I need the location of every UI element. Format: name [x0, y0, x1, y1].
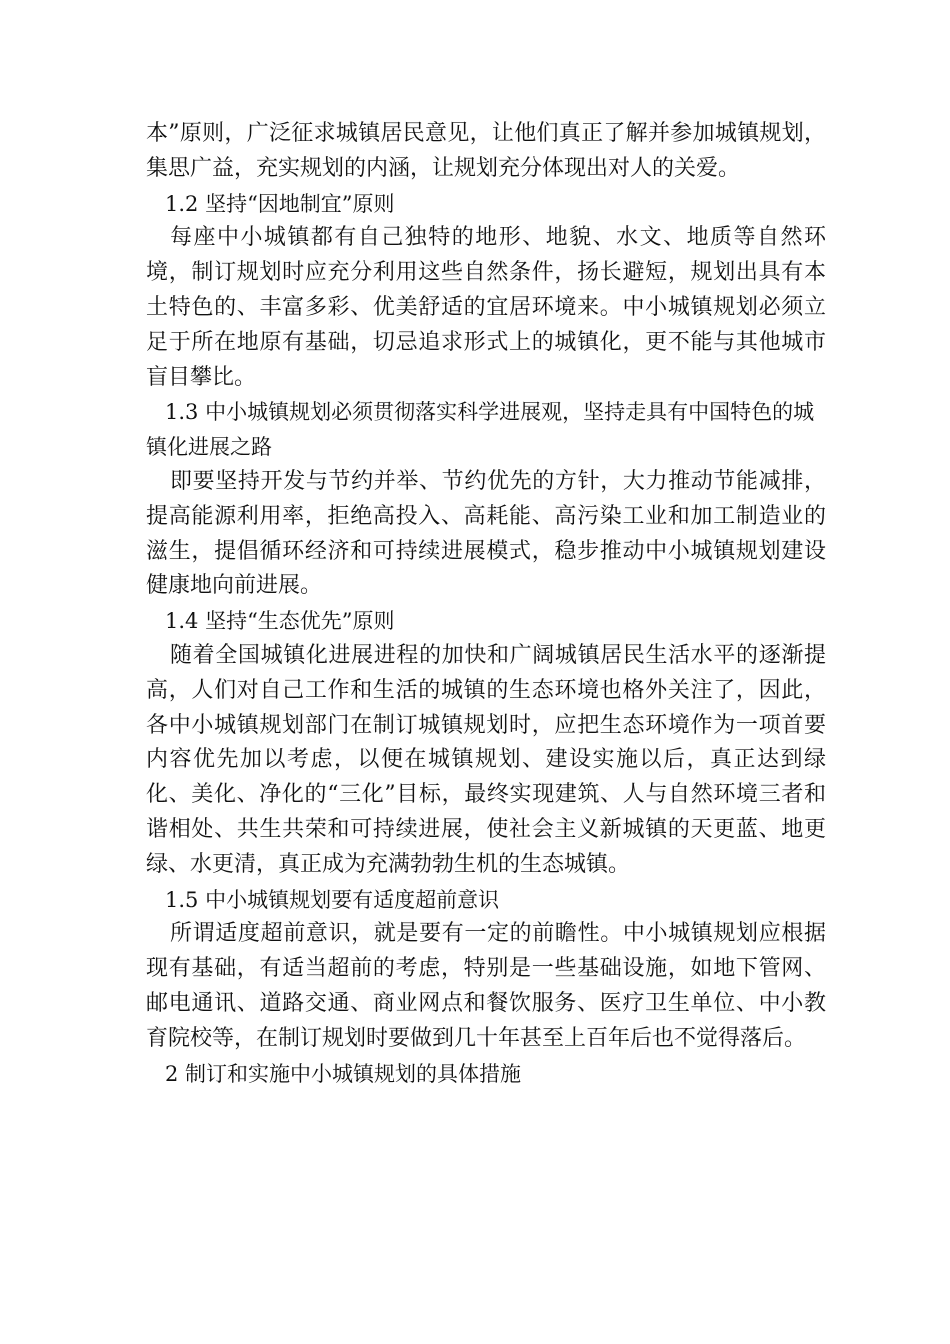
paragraph-continuation: 本”原则，广泛征求城镇居民意见，让他们真正了解并参加城镇规划，集思广益，充实规划的内涵，让规划充分体现出对人的关爱。	[146, 121, 826, 181]
paragraph-1-4: 随着全国城镇化进展进程的加快和广阔城镇居民生活水平的逐渐提高，人们对自己工作和生活的城镇的生态环境也格外关注了，因此，各中小城镇规划部门在制订城镇规划时，应把生态环境作为一项首要内容优先加以考虑，以便在城镇规划、建设实施以后，真正达到绿化、美化、净化的“三化”目标，最终实现建筑、人与自然环境三者和谐相处、共生共荣和可持续进展，使社会主义新城镇的天更蓝、地更绿、水更清，真正成为充满勃勃生机的生态城镇。	[146, 642, 826, 877]
paragraph-1-5: 所谓适度超前意识，就是要有一定的前瞻性。中小城镇规划应根据现有基础，有适当超前的考虑，特别是一些基础设施，如地下管网、邮电通讯、道路交通、商业网点和餐饮服务、医疗卫生单位、中小教育院校等，在制订规划时要做到几十年甚至上百年后也不觉得落后。	[146, 921, 826, 1051]
paragraph-1-3: 即要坚持开发与节约并举、节约优先的方针，大力推动节能减排，提高能源利用率，拒绝高投入、高耗能、高污染工业和加工制造业的滋生，提倡循环经济和可持续进展模式，稳步推动中小城镇规划建设健康地向前进展。	[146, 468, 826, 599]
section-heading-1-4: 1.4 坚持“生态优先”原则	[165, 609, 395, 634]
paragraph-1-2: 每座中小城镇都有自己独特的地形、地貌、水文、地质等自然环境，制订规划时应充分利用这些自然条件，扬长避短，规划出具有本土特色的、丰富多彩、优美舒适的宜居环境来。中小城镇规划必须立足于所在地原有基础，切忌追求形式上的城镇化，更不能与其他城市盲目攀比。	[146, 225, 826, 390]
section-heading-1-3: 1.3 中小城镇规划必须贯彻落实科学进展观，坚持走具有中国特色的城镇化进展之路	[146, 400, 815, 460]
section-heading-2: 2 制订和实施中小城镇规划的具体措施	[165, 1061, 522, 1086]
document-body	[146, 117, 826, 1091]
section-heading-1-5: 1.5 中小城镇规划要有适度超前意识	[165, 887, 500, 912]
section-heading-1-2: 1.2 坚持“因地制宜”原则	[165, 191, 395, 216]
